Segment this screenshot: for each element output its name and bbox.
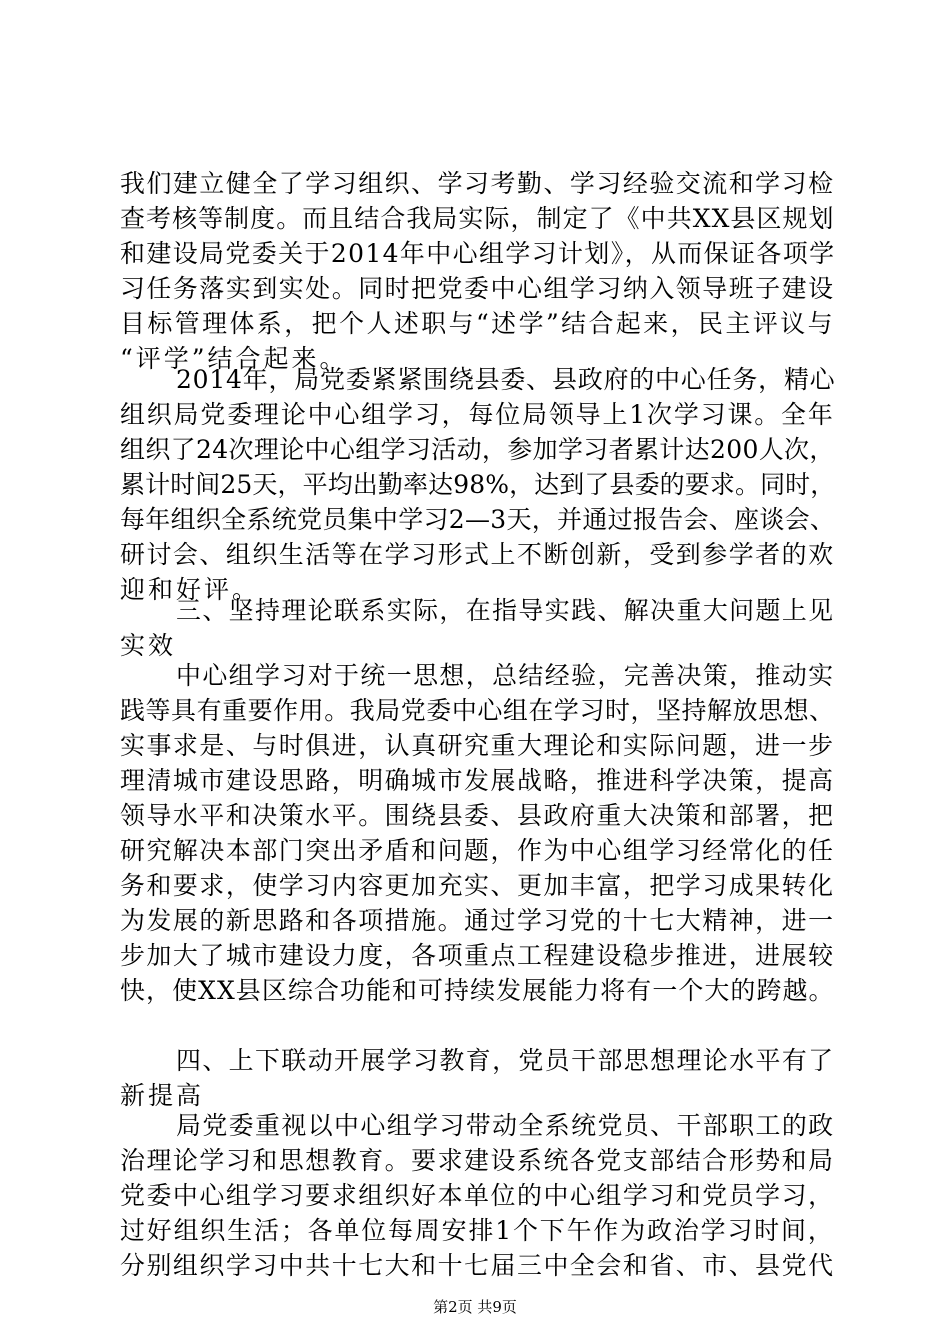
text-line: 研讨会、组织生活等在学习形式上不断创新，受到参学者的欢 [120,540,835,569]
text-line: 习任务落实到实处。同时把党委中心组学习纳入领导班子建设 [120,274,835,303]
text-line: 为发展的新思路和各项措施。通过学习党的十七大精神，进一 [120,906,835,935]
text-line: 研究解决本部门突出矛盾和问题，作为中心组学习经常化的任 [120,836,835,865]
text-line: 每年组织全系统党员集中学习2—3天，并通过报告会、座谈会、 [120,505,836,534]
text-line: 组织了24次理论中心组学习活动，参加学习者累计达200人次， [120,435,835,464]
text-line: 和建设局党委关于2014年中心组学习计划》，从而保证各项学 [120,239,836,268]
text-line: 我们建立健全了学习组织、学习考勤、学习经验交流和学习检 [120,169,835,198]
section-heading: 四、上下联动开展学习教育，党员干部思想理论水平有了 [176,1046,835,1075]
text-line: “评学”结合起来。 [120,344,348,373]
text-line: 过好组织生活；各单位每周安排1个下午作为政治学习时间， [120,1216,835,1245]
text-line: 中心组学习对于统一思想，总结经验，完善决策，推动实 [176,661,835,690]
text-line: 累计时间25天，平均出勤率达98%，达到了县委的要求。同时， [120,470,836,499]
text-line: 查考核等制度。而且结合我局实际，制定了《中共XX县区规划 [120,204,835,233]
text-line: 快，使XX县区综合功能和可持续发展能力将有一个大的跨越。 [120,976,835,1005]
text-line: 实事求是、与时俱进，认真研究重大理论和实际问题，进一步 [120,731,835,760]
text-line: 务和要求，使学习内容更加充实、更加丰富，把学习成果转化 [120,871,835,900]
text-line: 局党委重视以中心组学习带动全系统党员、干部职工的政 [176,1111,835,1140]
text-line: 治理论学习和思想教育。要求建设系统各党支部结合形势和局 [120,1146,835,1175]
section-heading: 三、坚持理论联系实际，在指导实践、解决重大问题上见 [176,596,835,625]
text-line: 组织局党委理论中心组学习，每位局领导上1次学习课。全年 [120,400,835,429]
text-line: 践等具有重要作用。我局党委中心组在学习时，坚持解放思想、 [120,696,835,725]
text-line: 分别组织学习中共十七大和十七届三中全会和省、市、县党代 [120,1251,835,1280]
text-line: 迎和好评。 [120,575,261,604]
text-line: 领导水平和决策水平。围绕县委、县政府重大决策和部署，把 [120,801,835,830]
section-heading: 实效 [120,631,177,660]
section-heading: 新提高 [120,1081,205,1110]
text-line: 理清城市建设思路，明确城市发展战略，推进科学决策，提高 [120,766,835,795]
text-line: 目标管理体系，把个人述职与“述学”结合起来，民主评议与 [120,309,835,338]
text-line: 步加大了城市建设力度，各项重点工程建设稳步推进，进展较 [120,941,835,970]
text-line: 2014年，局党委紧紧围绕县委、县政府的中心任务，精心 [176,365,836,394]
page-footer: 第2页 共9页 [433,1298,517,1316]
text-line: 党委中心组学习要求组织好本单位的中心组学习和党员学习， [120,1181,835,1210]
